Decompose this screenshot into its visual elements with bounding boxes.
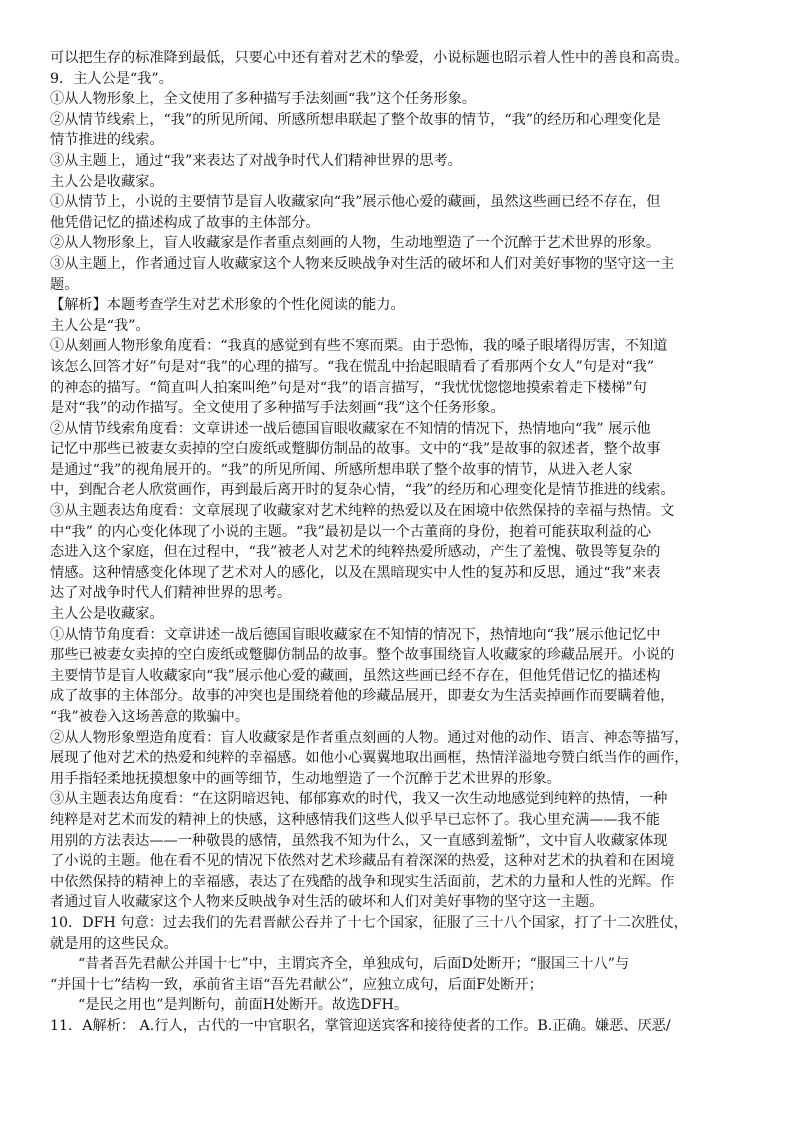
text-line: 成了故事的主体部分。故事的冲突也是围绕着他的珍藏品展开，即妻女为生活卖掉画作而要瞒着他， xyxy=(50,688,675,705)
text-line: 9．主人公是“我”。 xyxy=(50,70,173,87)
text-line: 了小说的主题。他在看不见的情况下依然对艺术珍藏品有着深深的热爱，这种对艺术的执着和在困境 xyxy=(50,853,675,870)
text-line: ①从情节角度看：文章讲述一战后德国盲眼收藏家在不知情的情况下，热情地向“我”展示他记忆中 xyxy=(50,626,661,643)
text-line: “我”被卷入这场善意的欺骗中。 xyxy=(50,709,249,725)
text-line: 中依然保持的精神上的幸福感，表达了在残酷的战争和现实生活面前，艺术的力量和人性的光辉。作 xyxy=(50,873,675,890)
text-line: 是对“我”的动作描写。全文使用了多种描写手法刻画“我”这个任务形象。 xyxy=(50,400,505,417)
text-line: 情节推进的线索。 xyxy=(50,132,164,149)
text-line: 展现了他对艺术的热爱和纯粹的幸福感。如他小心翼翼地取出画框，热情洋溢地夸赞白纸当作的画作， xyxy=(50,750,689,767)
text-line: 情感。这种情感变化体现了艺术对人的感化，以及在黑暗现实中人性的复苏和反思，通过“我”来表 xyxy=(50,564,661,581)
text-line: 【解析】本题考查学生对艺术形象的个性化阅读的能力。 xyxy=(50,297,405,314)
text-line: 可以把生存的标准降到最低，只要心中还有着对艺术的挚爱，小说标题也昭示着人性中的善良和高贵。 xyxy=(50,50,689,66)
text-line: “是民之用也”是判断句，前面H处断开。故选DFH。 xyxy=(78,997,409,1014)
text-line: 主人公是收藏家。 xyxy=(50,173,164,190)
text-line: 就是用的这些民众。 xyxy=(50,935,178,952)
text-line: “并国十七”结构一致，承前省主语“吾先君献公”，应独立成句，后面F处断开； xyxy=(50,976,543,993)
text-line: 11．A解析： A.行人，古代的一中官职名，掌管迎送宾客和接待使者的工作。B.正确。嫌恶、厌恶/ xyxy=(50,1017,671,1034)
text-line: ③从主题表达角度看：“在这阴暗迟钝、郁郁寡欢的时代，我又一次生动地感觉到纯粹的热情，一种 xyxy=(50,791,668,808)
text-line: ②从人物形象塑造角度看：盲人收藏家是作者重点刻画的人物。通过对他的动作、语言、神态等描写， xyxy=(50,729,689,746)
text-line: 记忆中那些已被妻女卖掉的空白废纸或蹩脚仿制品的故事。文中的“我”是故事的叙述者，整个故事 xyxy=(50,441,661,458)
text-line: ①从刻画人物形象角度看：“我真的感觉到有些不寒而栗。由于恐怖，我的嗓子眼堵得厉害，不知道 xyxy=(50,338,668,355)
text-line: ②从人物形象上，盲人收藏家是作者重点刻画的人物，生动地塑造了一个沉醉于艺术世界的形象。 xyxy=(50,235,661,252)
text-line: 中，到配合老人欣赏画作，再到最后离开时的复杂心情，“我”的经历和心理变化是情节推进的线索。 xyxy=(50,482,675,499)
text-line: ②从情节线索上，“我”的所见所闻、所感所想串联起了整个故事的情节，“我”的经历和心理变化是 xyxy=(50,111,661,128)
text-line: 纯粹是对艺术而发的精神上的快感，这种感情我们这些人似乎早已忘怀了。我心里充满——我不能 xyxy=(50,811,661,828)
text-line: ②从情节线索角度看：文章讲述一战后德国盲眼收藏家在不知情的情况下，热情地向“我” 展示他 xyxy=(50,420,651,437)
text-line: ①从人物形象上，全文使用了多种描写手法刻画“我”这个任务形象。 xyxy=(50,91,476,108)
text-line: 用手指轻柔地抚摸想象中的画等细节，生动地塑造了一个沉醉于艺术世界的形象。 xyxy=(50,770,561,787)
text-line: 该怎么回答才好”句是对“我”的心理的描写。“我在慌乱中抬起眼睛看了看那两个女人”句是对“我” xyxy=(50,358,655,375)
text-line: 是通过“我”的视角展开的。“我”的所见所闻、所感所想串联了整个故事的情节，从进入老人家 xyxy=(50,461,633,478)
text-line: 那些已被妻女卖掉的空白废纸或蹩脚仿制品的故事。整个故事围绕盲人收藏家的珍藏品展开。小说的 xyxy=(50,647,675,664)
text-line: 10．DFH 句意：过去我们的先君晋献公吞并了十七个国家，征服了三十八个国家，打了十二次胜仗， xyxy=(50,914,688,931)
text-line: 用别的方法表达——一种敬畏的感情，虽然我不知为什么，又一直感到羞惭”，文中盲人收藏家体现 xyxy=(50,832,668,849)
text-line: 者通过盲人收藏家这个人物来反映战争对生活的破坏和人们对美好事物的坚守这一主题。 xyxy=(50,894,604,911)
text-line: 达了对战争时代人们精神世界的思考。 xyxy=(50,585,292,602)
text-line: 的神态的描写。“简直叫人拍案叫绝”句是对“我”的语言描写，“我忧忧惚惚地摸索着走下楼梯”句 xyxy=(50,379,647,396)
text-line: 主人公是“我”。 xyxy=(50,317,150,334)
text-line: 中“我” 的内心变化体现了小说的主题。“我”最初是以一个古董商的身份，抱着可能获取利益的心 xyxy=(50,523,652,540)
text-line: ③从主题上，作者通过盲人收藏家这个人物来反映战争对生活的破坏和人们对美好事物的坚守这一主 xyxy=(50,255,675,272)
text-line: ③从主题表达角度看：文章展现了收藏家对艺术纯粹的热爱以及在困境中依然保持的幸福与热情。文 xyxy=(50,503,675,520)
text-line: ①从情节上，小说的主要情节是盲人收藏家向“我”展示他心爱的藏画，虽然这些画已经不存在，但 xyxy=(50,194,661,211)
text-line: 态进入这个家庭，但在过程中，“我”被老人对艺术的纯粹热爱所感动，产生了羞愧、敬畏等复杂的 xyxy=(50,544,661,561)
text-line: ③从主题上，通过“我”来表达了对战争时代人们精神世界的思考。 xyxy=(50,152,462,169)
text-line: 主要情节是盲人收藏家向“我”展示他心爱的藏画，虽然这些画已经不存在，但他凭借记忆的描述构 xyxy=(50,667,661,684)
text-line: 题。 xyxy=(50,276,79,293)
text-line: 主人公是收藏家。 xyxy=(50,606,164,623)
text-line: “昔者吾先君献公并国十七”中，主谓宾齐全，单独成句，后面D处断开；“服国三十八”与 xyxy=(78,956,630,973)
text-line: 他凭借记忆的描述构成了故事的主体部分。 xyxy=(50,214,320,231)
